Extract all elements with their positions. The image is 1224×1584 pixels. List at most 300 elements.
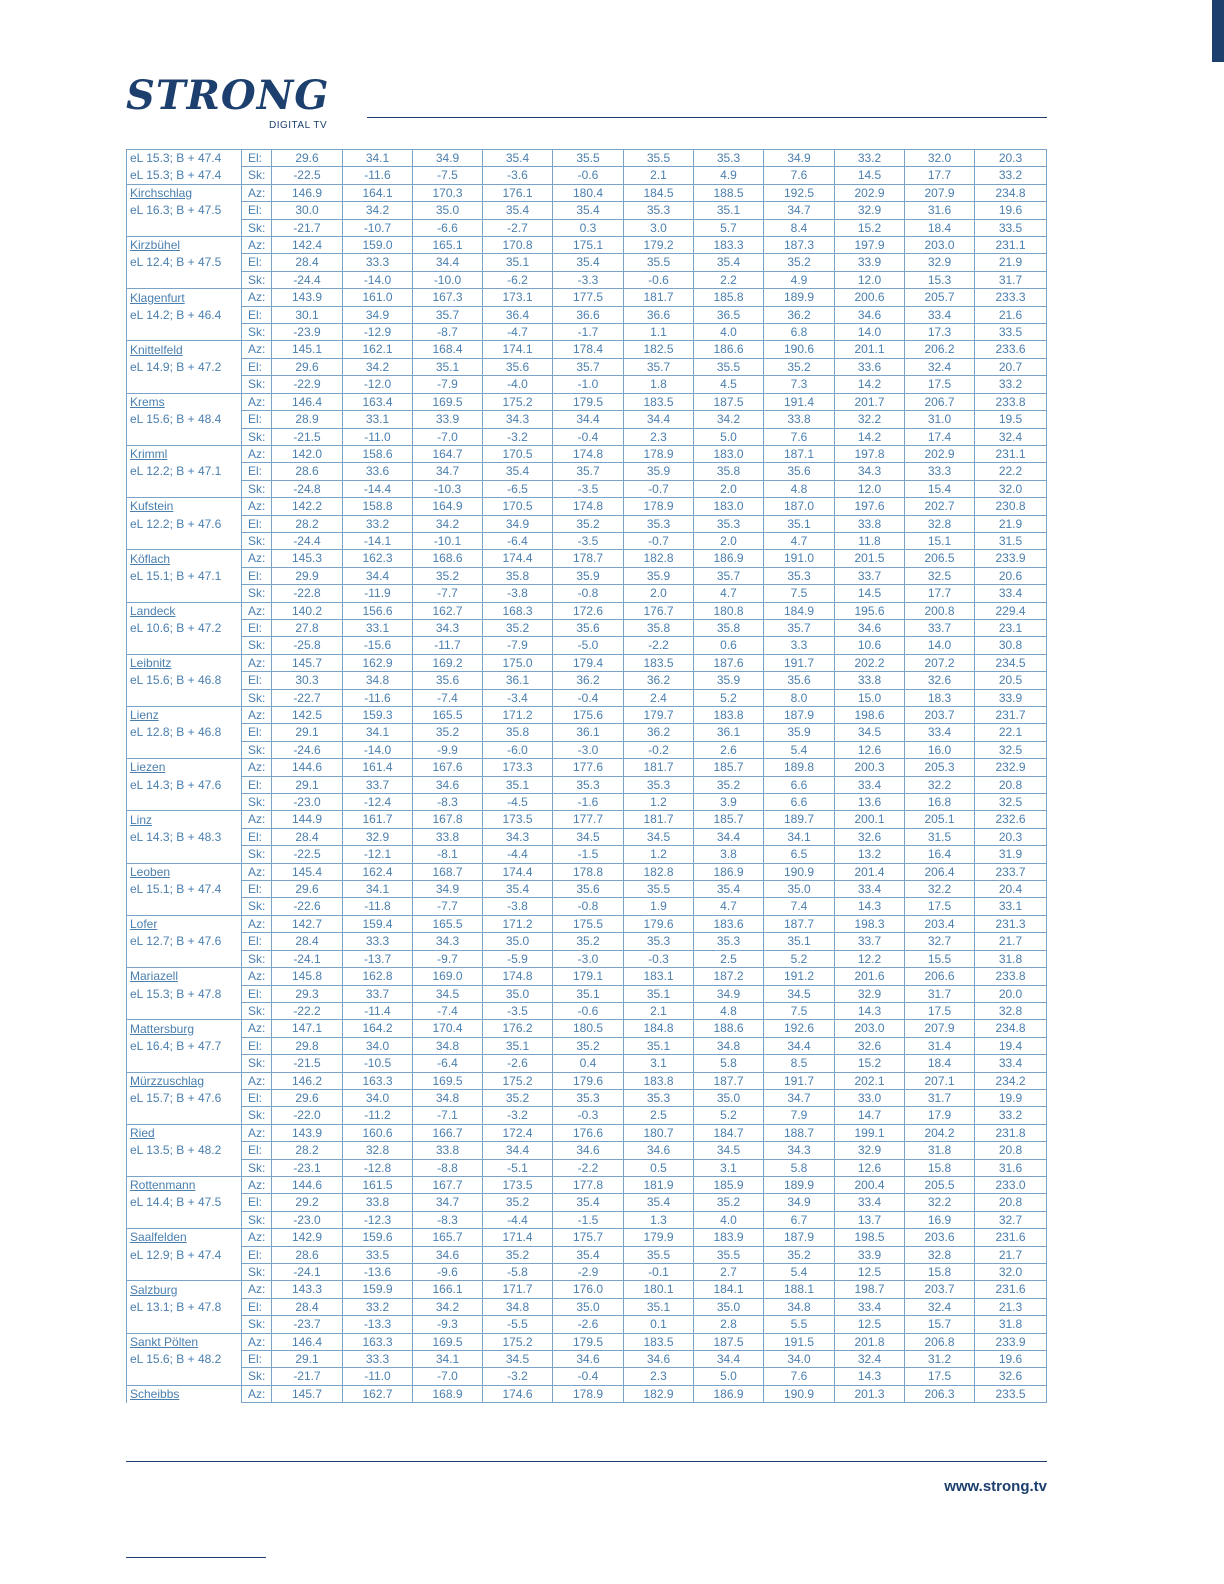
angle-value-cell: 143.9 bbox=[272, 1124, 343, 1141]
angle-value-cell: 191.4 bbox=[764, 393, 835, 410]
angle-value-cell: -21.5 bbox=[272, 1055, 343, 1072]
angle-value-cell: 162.7 bbox=[413, 602, 483, 619]
table-row bbox=[127, 324, 1047, 341]
angle-value-cell: -12.4 bbox=[343, 794, 413, 811]
angle-value-cell: 5.2 bbox=[694, 689, 764, 706]
angle-value-cell: 33.4 bbox=[835, 1298, 905, 1315]
angle-value-cell: 35.7 bbox=[413, 306, 483, 323]
angle-value-cell: 30.1 bbox=[272, 306, 343, 323]
angle-value-cell: 188.6 bbox=[694, 1020, 764, 1037]
angle-value-cell: 14.2 bbox=[835, 376, 905, 393]
angle-value-cell: 7.9 bbox=[764, 1107, 835, 1124]
angle-type-label: Sk: bbox=[242, 1264, 272, 1281]
angle-value-cell: 164.7 bbox=[413, 445, 483, 462]
angle-value-cell: -12.3 bbox=[343, 1211, 413, 1228]
angle-value-cell: -14.4 bbox=[343, 480, 413, 497]
angle-value-cell: 187.6 bbox=[694, 654, 764, 671]
angle-value-cell: 231.3 bbox=[975, 915, 1047, 932]
angle-value-cell: 35.9 bbox=[764, 724, 835, 741]
table-row bbox=[127, 358, 1047, 375]
angle-type-label: El: bbox=[242, 306, 272, 323]
coordinates-cell: eL 12.2; B + 47.1 bbox=[127, 463, 242, 480]
angle-value-cell: 28.6 bbox=[272, 463, 343, 480]
table-row bbox=[127, 150, 1047, 167]
location-cell-empty bbox=[127, 585, 242, 602]
angle-value-cell: -15.6 bbox=[343, 637, 413, 654]
angle-value-cell: 2.3 bbox=[624, 428, 694, 445]
coordinates-cell: eL 14.3; B + 47.6 bbox=[127, 776, 242, 793]
angle-value-cell: 34.4 bbox=[694, 828, 764, 845]
angle-value-cell: 186.6 bbox=[694, 341, 764, 358]
angle-value-cell: -10.3 bbox=[413, 480, 483, 497]
angle-value-cell: 180.8 bbox=[694, 602, 764, 619]
table-row bbox=[127, 863, 1047, 880]
angle-value-cell: 33.7 bbox=[343, 776, 413, 793]
angle-value-cell: 175.6 bbox=[553, 707, 624, 724]
angle-value-cell: 147.1 bbox=[272, 1020, 343, 1037]
angle-value-cell: 34.9 bbox=[413, 881, 483, 898]
angle-value-cell: 27.8 bbox=[272, 619, 343, 636]
angle-value-cell: 162.1 bbox=[343, 341, 413, 358]
angle-value-cell: 33.4 bbox=[905, 724, 975, 741]
angle-value-cell: 189.9 bbox=[764, 1176, 835, 1193]
table-row bbox=[127, 619, 1047, 636]
angle-value-cell: 184.5 bbox=[624, 184, 694, 201]
angle-value-cell: 164.2 bbox=[343, 1020, 413, 1037]
angle-value-cell: -14.0 bbox=[343, 741, 413, 758]
angle-value-cell: 34.8 bbox=[413, 1037, 483, 1054]
angle-value-cell: 34.8 bbox=[413, 1089, 483, 1106]
table-row bbox=[127, 1072, 1047, 1089]
angle-value-cell: 12.5 bbox=[835, 1264, 905, 1281]
angle-value-cell: 31.9 bbox=[975, 846, 1047, 863]
table-row bbox=[127, 1211, 1047, 1228]
location-name: Mattersburg bbox=[130, 1021, 195, 1036]
footer-rule bbox=[126, 1461, 1047, 1462]
angle-value-cell: 180.7 bbox=[624, 1124, 694, 1141]
angle-value-cell: 33.2 bbox=[975, 376, 1047, 393]
angle-value-cell: -22.2 bbox=[272, 1002, 343, 1019]
angle-value-cell: -24.4 bbox=[272, 532, 343, 549]
angle-value-cell: 35.1 bbox=[624, 1037, 694, 1054]
angle-value-cell: 36.2 bbox=[624, 724, 694, 741]
table-body bbox=[127, 150, 1047, 1403]
angle-value-cell: 33.4 bbox=[975, 585, 1047, 602]
angle-value-cell: 2.6 bbox=[694, 741, 764, 758]
angle-value-cell: 34.1 bbox=[343, 724, 413, 741]
angle-value-cell: -22.6 bbox=[272, 898, 343, 915]
angle-value-cell: 32.0 bbox=[905, 150, 975, 167]
angle-value-cell: 28.4 bbox=[272, 828, 343, 845]
angle-value-cell: -8.7 bbox=[413, 324, 483, 341]
angle-value-cell: 34.2 bbox=[343, 202, 413, 219]
angle-value-cell: 17.4 bbox=[905, 428, 975, 445]
angle-value-cell: 173.1 bbox=[483, 289, 553, 306]
footer-url[interactable]: www.strong.tv bbox=[944, 1478, 1047, 1495]
angle-value-cell: 7.5 bbox=[764, 585, 835, 602]
location-name: Lofer bbox=[130, 917, 158, 932]
coordinates-cell: eL 13.5; B + 48.2 bbox=[127, 1142, 242, 1159]
angle-value-cell: 175.5 bbox=[553, 915, 624, 932]
angle-value-cell: 19.4 bbox=[975, 1037, 1047, 1054]
angle-value-cell: 173.5 bbox=[483, 1176, 553, 1193]
angle-value-cell: 32.6 bbox=[835, 1037, 905, 1054]
angle-type-label: Sk: bbox=[242, 741, 272, 758]
angle-value-cell: 188.5 bbox=[694, 184, 764, 201]
location-name: Kufstein bbox=[130, 499, 174, 514]
angle-value-cell: 171.2 bbox=[483, 915, 553, 932]
angle-type-label: Sk: bbox=[242, 585, 272, 602]
angle-value-cell: -6.2 bbox=[483, 271, 553, 288]
angle-value-cell: 31.7 bbox=[905, 985, 975, 1002]
angle-value-cell: 35.1 bbox=[553, 985, 624, 1002]
angle-value-cell: 33.5 bbox=[975, 219, 1047, 236]
angle-value-cell: 192.6 bbox=[764, 1020, 835, 1037]
angle-value-cell: 23.1 bbox=[975, 619, 1047, 636]
angle-value-cell: 36.4 bbox=[483, 306, 553, 323]
angle-value-cell: -9.3 bbox=[413, 1316, 483, 1333]
angle-value-cell: 146.2 bbox=[272, 1072, 343, 1089]
angle-type-label: Sk: bbox=[242, 1159, 272, 1176]
angle-value-cell: 2.5 bbox=[624, 1107, 694, 1124]
angle-value-cell: 168.7 bbox=[413, 863, 483, 880]
angle-value-cell: 6.8 bbox=[764, 324, 835, 341]
angle-value-cell: 172.6 bbox=[553, 602, 624, 619]
angle-value-cell: 156.6 bbox=[343, 602, 413, 619]
angle-value-cell: 35.4 bbox=[553, 1246, 624, 1263]
angle-value-cell: 34.9 bbox=[483, 515, 553, 532]
angle-value-cell: 174.4 bbox=[483, 550, 553, 567]
angle-value-cell: 34.4 bbox=[553, 411, 624, 428]
angle-value-cell: 170.8 bbox=[483, 237, 553, 254]
angle-value-cell: 207.2 bbox=[905, 654, 975, 671]
angle-value-cell: 15.4 bbox=[905, 480, 975, 497]
angle-value-cell: 164.1 bbox=[343, 184, 413, 201]
angle-value-cell: 4.0 bbox=[694, 1211, 764, 1228]
table-row bbox=[127, 672, 1047, 689]
angle-type-label: El: bbox=[242, 515, 272, 532]
angle-value-cell: 187.1 bbox=[764, 445, 835, 462]
table-row bbox=[127, 776, 1047, 793]
angle-value-cell: 33.3 bbox=[905, 463, 975, 480]
angle-value-cell: 35.0 bbox=[694, 1089, 764, 1106]
angle-value-cell: 162.8 bbox=[343, 968, 413, 985]
location-name: Knittelfeld bbox=[130, 342, 183, 357]
angle-value-cell: 33.4 bbox=[835, 1194, 905, 1211]
angle-value-cell: 15.7 bbox=[905, 1316, 975, 1333]
angle-value-cell: 190.9 bbox=[764, 1385, 835, 1402]
angle-value-cell: -23.0 bbox=[272, 794, 343, 811]
angle-value-cell: -11.9 bbox=[343, 585, 413, 602]
angle-value-cell: 28.9 bbox=[272, 411, 343, 428]
angle-value-cell: 187.9 bbox=[764, 1229, 835, 1246]
angle-value-cell: 229.4 bbox=[975, 602, 1047, 619]
angle-value-cell: -3.4 bbox=[483, 689, 553, 706]
angle-value-cell: 11.8 bbox=[835, 532, 905, 549]
location-name: Salzburg bbox=[130, 1282, 178, 1297]
location-cell bbox=[127, 550, 242, 567]
angle-value-cell: 174.6 bbox=[483, 1385, 553, 1402]
angle-type-label: Az: bbox=[242, 184, 272, 201]
table-row bbox=[127, 1385, 1047, 1402]
angle-value-cell: 35.8 bbox=[483, 567, 553, 584]
location-cell-empty bbox=[127, 1368, 242, 1385]
angle-type-label: El: bbox=[242, 411, 272, 428]
angle-value-cell: 232.6 bbox=[975, 811, 1047, 828]
angle-value-cell: 4.7 bbox=[764, 532, 835, 549]
coordinates-cell: eL 12.4; B + 47.5 bbox=[127, 254, 242, 271]
angle-value-cell: 191.7 bbox=[764, 1072, 835, 1089]
angle-value-cell: 36.5 bbox=[694, 306, 764, 323]
angle-type-label: El: bbox=[242, 1246, 272, 1263]
angle-value-cell: -1.5 bbox=[553, 846, 624, 863]
angle-value-cell: 17.9 bbox=[905, 1107, 975, 1124]
angle-value-cell: 0.4 bbox=[553, 1055, 624, 1072]
angle-value-cell: 1.2 bbox=[624, 794, 694, 811]
angle-value-cell: 145.8 bbox=[272, 968, 343, 985]
angle-value-cell: -8.8 bbox=[413, 1159, 483, 1176]
angle-value-cell: 35.5 bbox=[553, 150, 624, 167]
table-row bbox=[127, 1020, 1047, 1037]
table-row bbox=[127, 846, 1047, 863]
angle-value-cell: -6.0 bbox=[483, 741, 553, 758]
location-cell bbox=[127, 1333, 242, 1350]
angle-value-cell: 34.6 bbox=[553, 1142, 624, 1159]
angle-value-cell: -3.5 bbox=[553, 480, 624, 497]
angle-value-cell: 179.4 bbox=[553, 654, 624, 671]
angle-value-cell: 142.7 bbox=[272, 915, 343, 932]
table-row bbox=[127, 968, 1047, 985]
angle-value-cell: -11.2 bbox=[343, 1107, 413, 1124]
angle-value-cell: -11.6 bbox=[343, 167, 413, 184]
angle-value-cell: 165.5 bbox=[413, 915, 483, 932]
angle-value-cell: 145.1 bbox=[272, 341, 343, 358]
angle-value-cell: 231.1 bbox=[975, 445, 1047, 462]
angle-value-cell: 175.0 bbox=[483, 654, 553, 671]
angle-value-cell: -8.3 bbox=[413, 794, 483, 811]
angle-value-cell: 192.5 bbox=[764, 184, 835, 201]
angle-value-cell: 21.9 bbox=[975, 254, 1047, 271]
angle-value-cell: -4.5 bbox=[483, 794, 553, 811]
angle-value-cell: 145.4 bbox=[272, 863, 343, 880]
table-row bbox=[127, 1055, 1047, 1072]
table-row bbox=[127, 794, 1047, 811]
angle-value-cell: -22.8 bbox=[272, 585, 343, 602]
angle-value-cell: 31.5 bbox=[975, 532, 1047, 549]
angle-value-cell: 5.7 bbox=[694, 219, 764, 236]
angle-value-cell: 34.1 bbox=[343, 881, 413, 898]
angle-value-cell: 34.4 bbox=[413, 254, 483, 271]
angle-value-cell: 35.4 bbox=[483, 202, 553, 219]
location-name: Mürzzuschlag bbox=[130, 1073, 205, 1088]
angle-value-cell: 34.9 bbox=[764, 150, 835, 167]
angle-value-cell: 12.2 bbox=[835, 950, 905, 967]
angle-value-cell: 4.5 bbox=[694, 376, 764, 393]
angle-value-cell: -8.1 bbox=[413, 846, 483, 863]
table-row bbox=[127, 1368, 1047, 1385]
angle-value-cell: 31.6 bbox=[975, 1159, 1047, 1176]
angle-value-cell: -21.5 bbox=[272, 428, 343, 445]
angle-value-cell: -0.8 bbox=[553, 585, 624, 602]
angle-value-cell: 177.7 bbox=[553, 811, 624, 828]
angle-value-cell: 185.8 bbox=[694, 289, 764, 306]
coordinates-cell: eL 13.1; B + 47.8 bbox=[127, 1298, 242, 1315]
angle-value-cell: 33.1 bbox=[975, 898, 1047, 915]
angle-value-cell: 32.8 bbox=[975, 1002, 1047, 1019]
angle-value-cell: 17.5 bbox=[905, 376, 975, 393]
angle-value-cell: 35.2 bbox=[553, 933, 624, 950]
location-cell bbox=[127, 1385, 242, 1402]
angle-value-cell: -2.7 bbox=[483, 219, 553, 236]
angle-value-cell: 16.0 bbox=[905, 741, 975, 758]
angle-value-cell: 33.7 bbox=[905, 619, 975, 636]
angle-value-cell: 36.1 bbox=[694, 724, 764, 741]
angle-value-cell: 167.8 bbox=[413, 811, 483, 828]
location-cell bbox=[127, 707, 242, 724]
angle-value-cell: 5.2 bbox=[764, 950, 835, 967]
angle-value-cell: 34.5 bbox=[624, 828, 694, 845]
angle-value-cell: -6.6 bbox=[413, 219, 483, 236]
angle-value-cell: 32.9 bbox=[343, 828, 413, 845]
angle-value-cell: 182.9 bbox=[624, 1385, 694, 1402]
angle-value-cell: 34.4 bbox=[764, 1037, 835, 1054]
angle-value-cell: 35.1 bbox=[483, 1037, 553, 1054]
angle-value-cell: 188.7 bbox=[764, 1124, 835, 1141]
location-cell-empty bbox=[127, 219, 242, 236]
angle-value-cell: 32.9 bbox=[905, 254, 975, 271]
angle-value-cell: 34.3 bbox=[413, 933, 483, 950]
angle-value-cell: 142.2 bbox=[272, 498, 343, 515]
angle-value-cell: 35.1 bbox=[483, 776, 553, 793]
angle-value-cell: -0.3 bbox=[553, 1107, 624, 1124]
angle-type-label: Az: bbox=[242, 1124, 272, 1141]
angle-value-cell: -23.7 bbox=[272, 1316, 343, 1333]
angle-value-cell: -22.7 bbox=[272, 689, 343, 706]
angle-value-cell: 198.6 bbox=[835, 707, 905, 724]
angle-value-cell: -7.4 bbox=[413, 689, 483, 706]
angle-value-cell: 0.3 bbox=[553, 219, 624, 236]
angle-value-cell: -5.5 bbox=[483, 1316, 553, 1333]
angle-value-cell: 34.5 bbox=[835, 724, 905, 741]
angle-value-cell: 231.7 bbox=[975, 707, 1047, 724]
table-row bbox=[127, 1264, 1047, 1281]
angle-value-cell: 144.6 bbox=[272, 759, 343, 776]
angle-value-cell: 206.5 bbox=[905, 550, 975, 567]
table-row bbox=[127, 411, 1047, 428]
angle-value-cell: 159.6 bbox=[343, 1229, 413, 1246]
angle-value-cell: 35.3 bbox=[694, 150, 764, 167]
angle-value-cell: 233.8 bbox=[975, 393, 1047, 410]
angle-value-cell: 5.2 bbox=[694, 1107, 764, 1124]
location-name: Saalfelden bbox=[130, 1230, 187, 1245]
angle-type-label: El: bbox=[242, 1089, 272, 1106]
angle-value-cell: 34.9 bbox=[764, 1194, 835, 1211]
angle-value-cell: 178.4 bbox=[553, 341, 624, 358]
angle-value-cell: -9.9 bbox=[413, 741, 483, 758]
angle-value-cell: 178.9 bbox=[624, 445, 694, 462]
angle-value-cell: 35.2 bbox=[764, 1246, 835, 1263]
angle-type-label: El: bbox=[242, 933, 272, 950]
coordinates-cell: eL 15.6; B + 46.8 bbox=[127, 672, 242, 689]
angle-value-cell: 179.5 bbox=[553, 1333, 624, 1350]
angle-value-cell: 202.1 bbox=[835, 1072, 905, 1089]
angle-value-cell: 206.6 bbox=[905, 968, 975, 985]
angle-value-cell: 35.6 bbox=[764, 672, 835, 689]
angle-value-cell: 143.3 bbox=[272, 1281, 343, 1298]
angle-value-cell: -22.5 bbox=[272, 167, 343, 184]
angle-value-cell: 6.6 bbox=[764, 794, 835, 811]
coordinates-cell: eL 14.9; B + 47.2 bbox=[127, 358, 242, 375]
angle-value-cell: 166.7 bbox=[413, 1124, 483, 1141]
angle-value-cell: 198.5 bbox=[835, 1229, 905, 1246]
angle-value-cell: 4.8 bbox=[764, 480, 835, 497]
table-row bbox=[127, 637, 1047, 654]
angle-value-cell: 32.2 bbox=[905, 881, 975, 898]
location-cell bbox=[127, 1124, 242, 1141]
angle-value-cell: 35.0 bbox=[483, 933, 553, 950]
angle-value-cell: 18.4 bbox=[905, 219, 975, 236]
angle-value-cell: 1.3 bbox=[624, 1211, 694, 1228]
angle-value-cell: 205.7 bbox=[905, 289, 975, 306]
angle-type-label: Sk: bbox=[242, 950, 272, 967]
angle-value-cell: 3.0 bbox=[624, 219, 694, 236]
angle-value-cell: 34.5 bbox=[764, 985, 835, 1002]
angle-value-cell: 231.1 bbox=[975, 237, 1047, 254]
angle-type-label: Az: bbox=[242, 341, 272, 358]
table-row bbox=[127, 1142, 1047, 1159]
angle-value-cell: 4.7 bbox=[694, 585, 764, 602]
angle-value-cell: -11.0 bbox=[343, 428, 413, 445]
location-cell-empty bbox=[127, 532, 242, 549]
angle-value-cell: 159.4 bbox=[343, 915, 413, 932]
angle-value-cell: 2.2 bbox=[694, 271, 764, 288]
angle-value-cell: 33.8 bbox=[835, 515, 905, 532]
angle-value-cell: 171.4 bbox=[483, 1229, 553, 1246]
angle-value-cell: 202.7 bbox=[905, 498, 975, 515]
angle-value-cell: -13.6 bbox=[343, 1264, 413, 1281]
angle-value-cell: 145.3 bbox=[272, 550, 343, 567]
angle-value-cell: 14.3 bbox=[835, 898, 905, 915]
angle-value-cell: 189.9 bbox=[764, 289, 835, 306]
location-cell bbox=[127, 1020, 242, 1037]
table-row bbox=[127, 480, 1047, 497]
angle-value-cell: 12.6 bbox=[835, 741, 905, 758]
angle-value-cell: -25.8 bbox=[272, 637, 343, 654]
angle-value-cell: 162.7 bbox=[343, 1385, 413, 1402]
angle-value-cell: 175.2 bbox=[483, 1072, 553, 1089]
angle-value-cell: -23.9 bbox=[272, 324, 343, 341]
angle-value-cell: 167.3 bbox=[413, 289, 483, 306]
angle-value-cell: 168.9 bbox=[413, 1385, 483, 1402]
angle-value-cell: 35.2 bbox=[483, 619, 553, 636]
angle-value-cell: -7.1 bbox=[413, 1107, 483, 1124]
angle-value-cell: 35.4 bbox=[483, 881, 553, 898]
angle-value-cell: 33.9 bbox=[413, 411, 483, 428]
angle-value-cell: 146.4 bbox=[272, 1333, 343, 1350]
angle-type-label: El: bbox=[242, 1142, 272, 1159]
angle-value-cell: -5.8 bbox=[483, 1264, 553, 1281]
angle-value-cell: 159.3 bbox=[343, 707, 413, 724]
table-row bbox=[127, 689, 1047, 706]
angle-value-cell: 17.5 bbox=[905, 1002, 975, 1019]
angle-value-cell: 202.9 bbox=[835, 184, 905, 201]
angle-value-cell: 29.1 bbox=[272, 1351, 343, 1368]
angle-value-cell: 179.6 bbox=[553, 1072, 624, 1089]
angle-value-cell: 15.0 bbox=[835, 689, 905, 706]
angle-value-cell: 33.7 bbox=[835, 567, 905, 584]
angle-value-cell: 31.2 bbox=[905, 1351, 975, 1368]
angle-value-cell: 35.2 bbox=[553, 515, 624, 532]
